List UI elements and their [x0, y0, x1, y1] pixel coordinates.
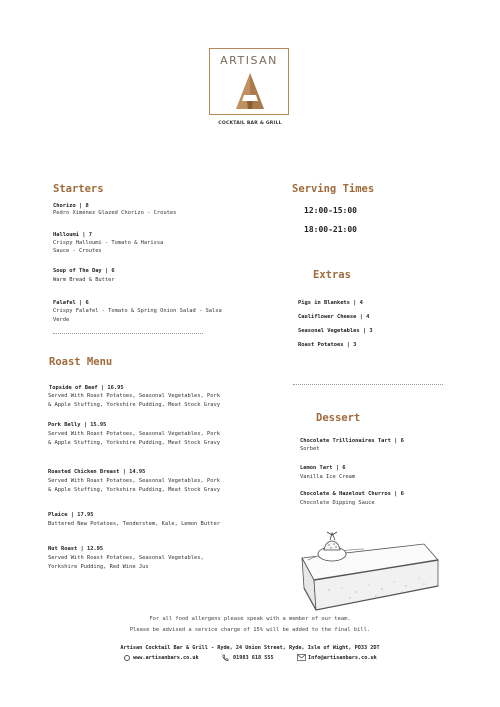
allergen-note: For all food allergens please speak with a member of our team.: [149, 616, 351, 622]
cake-slice-illustration: [294, 530, 444, 615]
extra-item: Cauliflower Cheese | 4: [298, 314, 370, 320]
logo-tagline: COCKTAIL BAR & GRILL: [218, 121, 282, 126]
extras-title: Extras: [313, 269, 351, 281]
roast-desc: & Apple Stuffing, Yorkshire Pudding, Meat Stock Gravy: [48, 440, 221, 446]
roast-name: Roasted Chicken Breast | 14.95: [48, 469, 146, 475]
website-link[interactable]: www.artisanbars.co.uk: [133, 655, 199, 661]
dessert-name: Chocolate & Hazelnut Churros | 6: [300, 491, 404, 497]
phone-number[interactable]: 01983 618 555: [233, 655, 274, 661]
logo: [209, 48, 289, 115]
roast-name: Pork Belly | 15.95: [48, 422, 107, 428]
logo-wordmark: ARTISAN: [220, 54, 278, 67]
starter-name: Falafel | 6: [53, 300, 89, 306]
dessert-name: Chocolate Trillionaires Tart | 6: [300, 438, 404, 444]
dessert-name: Lemon Tart | 6: [300, 465, 346, 471]
starter-desc: Warm Bread & Butter: [53, 277, 115, 283]
roast-desc: & Apple Stuffing, Yorkshire Pudding, Meat Stock Gravy: [48, 487, 221, 493]
extra-item: Roast Potatoes | 3: [298, 342, 357, 348]
roast-desc: Buttered New Potatoes, Tenderstem, Kale, Lemon Butter: [48, 521, 221, 527]
phone-icon: [221, 654, 229, 662]
divider: [293, 384, 443, 385]
starter-desc: Sauce - Croutes: [53, 248, 102, 254]
address-line: Artisan Cocktail Bar & Grill - Ryde, 24 Union Street, Ryde, Isle of Wight, PO33 2DT: [120, 645, 380, 651]
roast-desc: Yorkshire Pudding, Red Wine Jus: [48, 564, 149, 570]
starter-name: Halloumi | 7: [53, 232, 92, 238]
starter-desc: Verde: [53, 317, 70, 323]
roast-desc: Served With Roast Potatoes, Seasonal Vegetables, Pork: [48, 431, 221, 437]
serving-title: Serving Times: [292, 183, 375, 195]
globe-icon: [124, 655, 130, 661]
service-note: Please be advised a service charge of 15% will be added to the final bill.: [129, 627, 371, 633]
starter-name: Soup of The Day | 6: [53, 268, 115, 274]
dessert-desc: Sorbet: [300, 446, 320, 452]
starter-desc: Crispy Halloumi - Tomato & Harissa: [53, 240, 164, 246]
roast-name: Plaice | 17.95: [48, 512, 94, 518]
extra-item: Pigs in Blankets | 4: [298, 300, 363, 306]
roast-desc: Served With Roast Potatoes, Seasonal Vegetables, Pork: [48, 478, 221, 484]
serving-time: 18:00-21:00: [304, 225, 357, 234]
starters-title: Starters: [53, 183, 104, 195]
extra-item: Seasonal Vegetables | 3: [298, 328, 373, 334]
email-link[interactable]: Info@artisanbars.co.uk: [308, 655, 377, 661]
dessert-title: Dessert: [316, 412, 361, 424]
roast-desc: Served With Roast Potatoes, Seasonal Vegetables, Pork: [48, 393, 221, 399]
divider: [53, 333, 203, 334]
starter-desc: Crispy Falafel - Tomato & Spring Onion Salad - Salsa: [53, 308, 222, 314]
roast-desc: & Apple Stuffing, Yorkshire Pudding, Meat Stock Gravy: [48, 402, 221, 408]
dessert-desc: Chocolate Dipping Sauce: [300, 500, 375, 506]
roast-title: Roast Menu: [49, 356, 113, 368]
starter-desc: Pedro Ximénez Glazed Chorizo - Croutes: [53, 210, 177, 216]
serving-time: 12:00-15:00: [304, 206, 357, 215]
logo-a-mark-icon: [234, 71, 266, 111]
starter-name: Chorizo | 8: [53, 203, 89, 209]
email-icon: [297, 654, 306, 661]
roast-desc: Served With Roast Potatoes, Seasonal Vegetables,: [48, 555, 204, 561]
roast-name: Nut Roast | 12.95: [48, 546, 104, 552]
dessert-desc: Vanilla Ice Cream: [300, 474, 356, 480]
roast-name: Topside of Beef | 16.95: [49, 385, 124, 391]
